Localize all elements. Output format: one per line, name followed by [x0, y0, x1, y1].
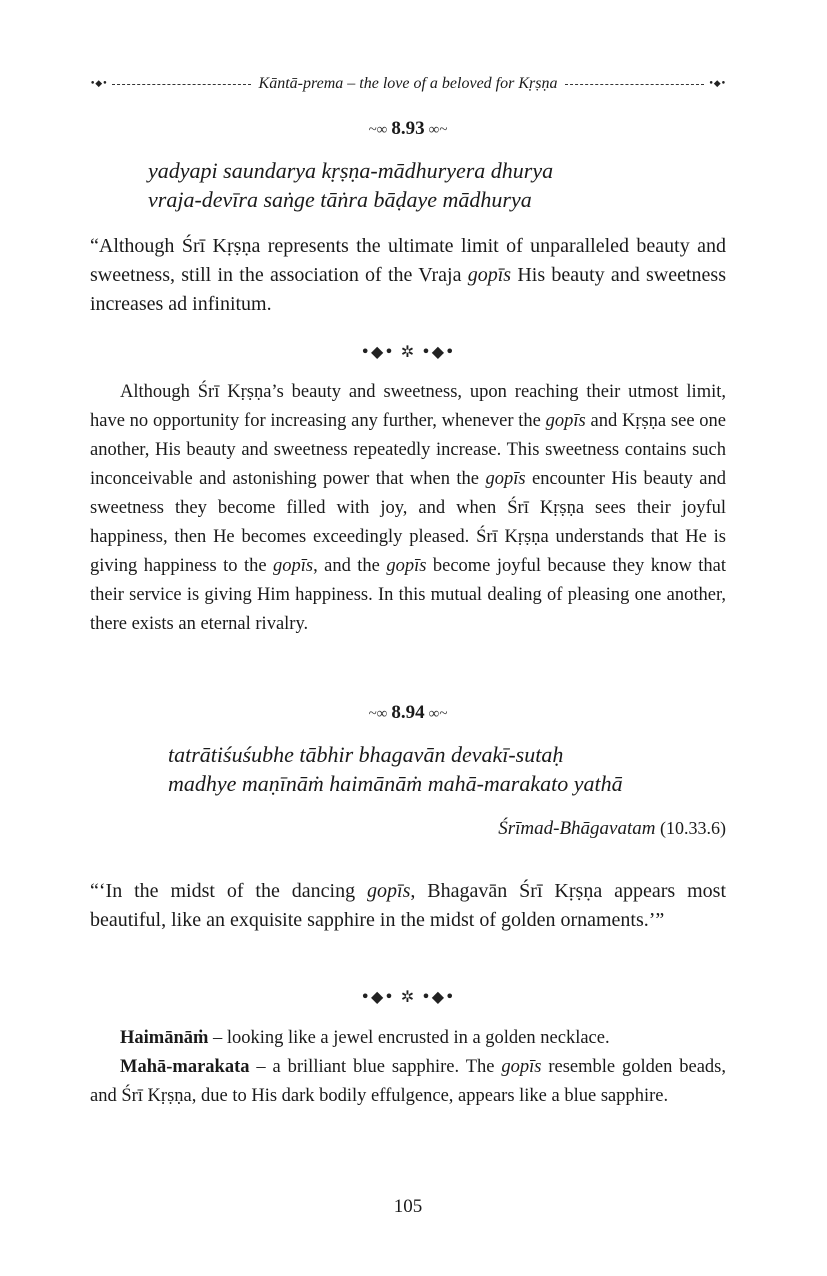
verse-source	[498, 818, 726, 840]
verse-number-text: 8.94	[391, 702, 425, 723]
text-run-italic: gopīs	[501, 1057, 542, 1077]
running-header	[90, 72, 726, 96]
verse-number-8-93	[90, 118, 726, 140]
commentary-paragraph	[90, 378, 726, 639]
text-run-italic: gopīs	[545, 411, 586, 431]
header-rule-left	[112, 84, 251, 85]
glossary-definition: – looking like a jewel encrusted in a golden necklace.	[208, 1028, 610, 1048]
header-rule-right	[565, 84, 704, 85]
verse-line: tatrātiśuśubhe tābhir bhagavān devakī-sutaḥ	[168, 742, 564, 767]
running-header-title: Kāntā-prema – the love of a beloved for Kṛṣṇa	[258, 75, 558, 92]
flourish-left-icon: ~∞	[368, 706, 388, 722]
verse-number-text: 8.93	[391, 118, 425, 139]
text-run-italic: gopīs	[485, 469, 526, 489]
text-run: “‘In the midst of the dancing	[90, 880, 368, 902]
text-run: , Bhagavān Śrī Kṛṣṇa appears most beautiful, like an exquisite sapphire in the midst of golden ornaments.’”	[90, 880, 726, 931]
translation-8-94	[90, 877, 726, 935]
text-run: become joyful because they know that their service is giving Him happiness. In this mutual dealing of pleasing one another, there exists an eternal rivalry.	[90, 556, 726, 634]
glossary-definition: resemble golden beads, and Śrī Kṛṣṇa, due to His dark bodily effulgence, appears like a blue sapphire.	[90, 1057, 727, 1106]
flourish-right-icon: ∞~	[428, 122, 448, 138]
flourish-right-icon: ∞~	[428, 706, 448, 722]
section-divider-icon: •◆• ✲ •◆•	[360, 342, 456, 361]
text-run: Although Śrī Kṛṣṇa’s beauty and sweetness, upon reaching their utmost limit, have no opportunity for increasing any further, whenever the	[90, 382, 726, 431]
flourish-left-icon: ~∞	[368, 122, 388, 138]
section-divider-icon: •◆• ✲ •◆•	[360, 987, 456, 1006]
verse-line: yadyapi saundarya kṛṣṇa-mādhuryera dhurya	[148, 158, 554, 183]
text-run: His beauty and sweetness increases ad infinitum.	[90, 264, 726, 315]
text-run-italic: gopīs	[467, 264, 512, 286]
translation-8-93	[90, 232, 726, 319]
text-run: encounter His beauty and sweetness they become filled with joy, and when Śrī Kṛṣṇa sees their joyful happiness, then He becomes exceedingly pleased. Śrī Kṛṣṇa understands that He is giving happiness to the	[90, 469, 726, 576]
page-number: 105	[393, 1196, 423, 1217]
glossary-entry	[90, 1024, 726, 1053]
source-title: Śrīmad-Bhāgavatam	[498, 818, 656, 839]
glossary-entry	[90, 1053, 726, 1111]
header-ornament-left-icon: •◆•	[90, 78, 108, 89]
verse-number-8-94	[90, 702, 726, 724]
source-reference: (10.33.6)	[660, 818, 726, 838]
verse-line: vraja-devīra saṅge tāṅra bāḍaye mādhurya	[148, 187, 532, 212]
verse-8-93-text	[148, 156, 553, 214]
glossary-term: Haimānāṁ	[120, 1028, 209, 1048]
text-run-italic: gopīs	[367, 880, 411, 902]
verse-line: madhye maṇīnāṁ haimānāṁ mahā-marakato yathā	[168, 771, 623, 796]
verse-8-94-text	[168, 740, 623, 798]
text-run-italic: gopīs	[272, 556, 314, 576]
glossary-term: Mahā-marakata	[120, 1057, 250, 1077]
text-run: , and the	[313, 556, 387, 576]
text-run: and Kṛṣṇa see one another, His beauty and sweetness repeatedly increase. This sweetness contains such inconceivable and astonishing power that when the	[90, 411, 727, 489]
text-run: “Although Śrī Kṛṣṇa represents the ultimate limit of unparalleled beauty and sweetness, still in the association of the Vraja	[90, 235, 726, 286]
glossary-definition: – a brilliant blue sapphire. The	[249, 1057, 502, 1077]
text-run-italic: gopīs	[386, 556, 427, 576]
header-ornament-right-icon: •◆•	[708, 78, 727, 89]
